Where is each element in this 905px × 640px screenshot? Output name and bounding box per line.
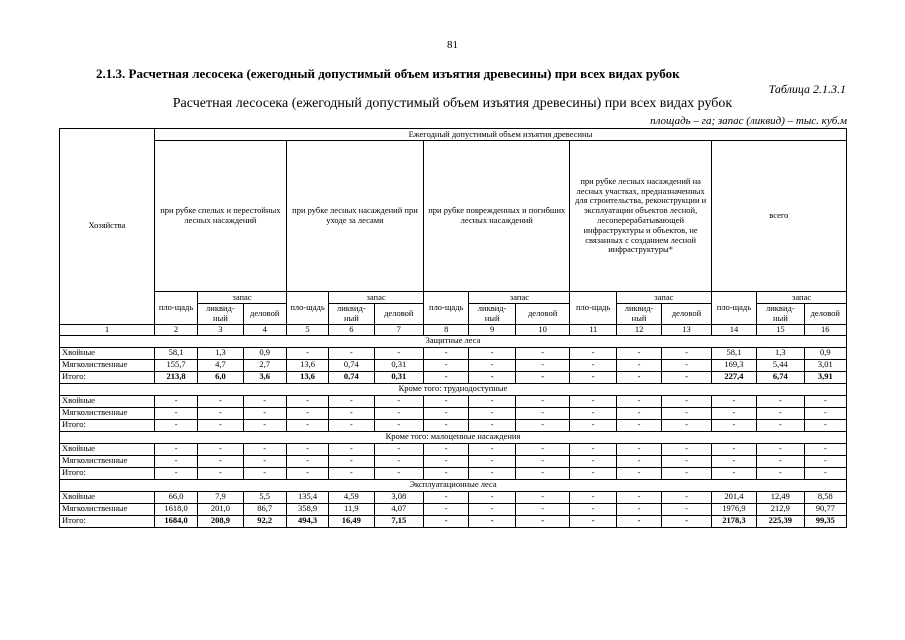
table-cell: -	[515, 455, 570, 467]
column-number: 1	[60, 324, 155, 335]
table-cell: -	[662, 419, 712, 431]
table-cell: 1,3	[757, 347, 804, 359]
table-cell: -	[286, 395, 328, 407]
table-cell: -	[154, 455, 197, 467]
table-cell: -	[374, 455, 424, 467]
table-cell: -	[424, 419, 469, 431]
group-thinning-header: при рубке лесных насаждений при уходе за лесами	[286, 141, 423, 292]
table-cell: -	[424, 455, 469, 467]
table-cell: -	[424, 467, 469, 479]
table-cell: 58,1	[711, 347, 756, 359]
table-cell: -	[374, 419, 424, 431]
table-cell: -	[515, 347, 570, 359]
units-note: площадь – га; запас (ликвид) – тыс. куб.м	[650, 115, 847, 127]
stock-header: запас	[757, 292, 847, 304]
page-number: 81	[447, 39, 458, 51]
table-cell: 155,7	[154, 359, 197, 371]
table-cell: -	[286, 443, 328, 455]
table-cell: -	[243, 467, 286, 479]
liquid-header: ликвид-ный	[198, 304, 243, 325]
row-label: Итого:	[60, 515, 155, 527]
table-cell: -	[570, 491, 616, 503]
area-header: пло-щадь	[711, 292, 756, 325]
table-cell: 3,08	[374, 491, 424, 503]
section-row	[60, 431, 847, 443]
table-cell: -	[424, 359, 469, 371]
table-header	[60, 129, 847, 336]
table-cell: -	[424, 347, 469, 359]
column-number: 5	[286, 324, 328, 335]
table-cell: -	[286, 419, 328, 431]
table-cell: -	[374, 395, 424, 407]
table-cell: 0,9	[804, 347, 846, 359]
table-cell: -	[757, 455, 804, 467]
table-cell: 8,58	[804, 491, 846, 503]
table-cell: 3,01	[804, 359, 846, 371]
table-row	[60, 407, 847, 419]
table-cell: -	[570, 371, 616, 383]
allowable-cut-table	[59, 128, 847, 528]
table-cell: -	[424, 491, 469, 503]
section-row	[60, 383, 847, 395]
column-number: 2	[154, 324, 197, 335]
table-cell: -	[198, 395, 243, 407]
row-label: Мягколиственные	[60, 455, 155, 467]
table-cell: 16,49	[329, 515, 374, 527]
column-number: 10	[515, 324, 570, 335]
table-cell: -	[424, 515, 469, 527]
table-cell: -	[374, 407, 424, 419]
column-number: 7	[374, 324, 424, 335]
business-header: деловой	[804, 304, 846, 325]
table-cell: -	[515, 443, 570, 455]
table-cell: -	[570, 515, 616, 527]
table-cell: 7,9	[198, 491, 243, 503]
table-cell: -	[804, 467, 846, 479]
table-row	[60, 359, 847, 371]
column-number: 8	[424, 324, 469, 335]
table-cell: 5,44	[757, 359, 804, 371]
table-row	[60, 347, 847, 359]
table-cell: 1618,0	[154, 503, 197, 515]
table-cell: -	[374, 467, 424, 479]
column-number: 14	[711, 324, 756, 335]
table-cell: -	[329, 419, 374, 431]
table-cell: -	[616, 395, 661, 407]
table-row	[60, 443, 847, 455]
table-row	[60, 503, 847, 515]
table-cell: -	[198, 443, 243, 455]
row-label: Мягколиственные	[60, 359, 155, 371]
area-header: пло-щадь	[570, 292, 616, 325]
table-cell: 58,1	[154, 347, 197, 359]
table-cell: -	[711, 419, 756, 431]
table-cell: 6,74	[757, 371, 804, 383]
table-cell: -	[329, 443, 374, 455]
table-cell: -	[329, 467, 374, 479]
table-cell: -	[374, 347, 424, 359]
table-cell: 0,9	[243, 347, 286, 359]
table-cell: -	[616, 515, 661, 527]
table-cell: -	[616, 503, 661, 515]
table-cell: 0,31	[374, 359, 424, 371]
table-cell: -	[570, 503, 616, 515]
table-cell: -	[711, 467, 756, 479]
table-cell: 213,8	[154, 371, 197, 383]
table-cell: -	[662, 443, 712, 455]
row-label: Хвойные	[60, 347, 155, 359]
table-row	[60, 491, 847, 503]
table-cell: -	[286, 407, 328, 419]
table-cell: -	[804, 419, 846, 431]
table-cell: -	[515, 395, 570, 407]
table-cell: 227,4	[711, 371, 756, 383]
table-cell: -	[616, 359, 661, 371]
stock-header: запас	[469, 292, 570, 304]
column-number: 15	[757, 324, 804, 335]
table-cell: -	[424, 371, 469, 383]
table-cell: -	[570, 395, 616, 407]
table-row	[60, 395, 847, 407]
table-cell: -	[804, 455, 846, 467]
section-title: Эксплуатационные леса	[60, 479, 847, 491]
group-construction-header: при рубке лесных насаждений на лесных участках, предназначенных для строительства, реконструкции и эксплуатации объектов лесной, лесоперерабатывающей инфраструктуры и объектов, не связанных с созданием лесной инфраструктуры*	[570, 141, 711, 292]
liquid-header: ликвид-ный	[616, 304, 661, 325]
table-cell: -	[662, 395, 712, 407]
table-cell: 5,5	[243, 491, 286, 503]
table-cell: -	[662, 407, 712, 419]
table-cell: -	[804, 395, 846, 407]
table-cell: -	[804, 443, 846, 455]
table-cell: 201,0	[198, 503, 243, 515]
table-cell: 3,91	[804, 371, 846, 383]
table-cell: -	[198, 419, 243, 431]
table-cell: -	[286, 467, 328, 479]
table-cell: -	[616, 419, 661, 431]
table-cell: -	[469, 491, 515, 503]
section-title: Кроме того: труднодоступные	[60, 383, 847, 395]
liquid-header: ликвид-ный	[757, 304, 804, 325]
table-cell: -	[662, 455, 712, 467]
table-cell: 6,0	[198, 371, 243, 383]
table-cell: -	[286, 347, 328, 359]
table-cell: -	[570, 419, 616, 431]
stock-header: запас	[198, 292, 287, 304]
table-cell: -	[515, 371, 570, 383]
row-label: Хвойные	[60, 491, 155, 503]
row-label: Итого:	[60, 371, 155, 383]
column-number: 13	[662, 324, 712, 335]
table-cell: -	[243, 407, 286, 419]
section-title: Защитные леса	[60, 335, 847, 347]
table-body	[60, 335, 847, 527]
table-cell: 208,9	[198, 515, 243, 527]
table-cell: 1976,9	[711, 503, 756, 515]
table-cell: 4,59	[329, 491, 374, 503]
table-cell: -	[711, 443, 756, 455]
table-cell: -	[757, 407, 804, 419]
table-cell: -	[469, 515, 515, 527]
table-cell: -	[662, 371, 712, 383]
table-cell: 494,3	[286, 515, 328, 527]
table-cell: 0,74	[329, 359, 374, 371]
table-cell: 1684,0	[154, 515, 197, 527]
table-cell: -	[243, 395, 286, 407]
row-label: Мягколиственные	[60, 407, 155, 419]
table-cell: -	[662, 491, 712, 503]
table-cell: 135,4	[286, 491, 328, 503]
table-cell: -	[154, 407, 197, 419]
farms-header: Хозяйства	[60, 129, 155, 325]
column-number: 11	[570, 324, 616, 335]
area-header: пло-щадь	[286, 292, 328, 325]
table-cell: -	[570, 443, 616, 455]
annual-volume-header: Ежегодный допустимый объем изъятия древесины	[154, 129, 846, 141]
liquid-header: ликвид-ный	[469, 304, 515, 325]
group-damaged-header: при рубке поврежденных и погибших лесных насаждений	[424, 141, 570, 292]
table-cell: -	[154, 467, 197, 479]
table-row	[60, 419, 847, 431]
table-cell: -	[515, 407, 570, 419]
table-cell: -	[757, 443, 804, 455]
table-cell: -	[616, 347, 661, 359]
table-cell: -	[570, 467, 616, 479]
table-cell: -	[286, 455, 328, 467]
area-header: пло-щадь	[154, 292, 197, 325]
table-cell: 99,35	[804, 515, 846, 527]
table-cell: -	[616, 467, 661, 479]
table-cell: -	[198, 455, 243, 467]
table-title: Расчетная лесосека (ежегодный допустимый объем изъятия древесины) при всех видах рубок	[172, 96, 733, 111]
table-cell: -	[198, 467, 243, 479]
table-cell: -	[616, 443, 661, 455]
table-cell: -	[616, 407, 661, 419]
table-cell: -	[469, 395, 515, 407]
table-cell: -	[469, 371, 515, 383]
table-cell: -	[662, 347, 712, 359]
table-cell: -	[662, 503, 712, 515]
table-cell: -	[329, 347, 374, 359]
table-cell: -	[757, 395, 804, 407]
table-cell: -	[374, 443, 424, 455]
table-cell: -	[515, 491, 570, 503]
table-cell: 12,49	[757, 491, 804, 503]
table-cell: 212,9	[757, 503, 804, 515]
business-header: деловой	[243, 304, 286, 325]
liquid-header: ликвид-ный	[329, 304, 374, 325]
row-label: Хвойные	[60, 395, 155, 407]
table-cell: -	[243, 419, 286, 431]
row-label: Хвойные	[60, 443, 155, 455]
table-cell: -	[616, 371, 661, 383]
table-cell: -	[570, 359, 616, 371]
area-header: пло-щадь	[424, 292, 469, 325]
column-number: 4	[243, 324, 286, 335]
table-cell: -	[469, 407, 515, 419]
table-cell: 90,77	[804, 503, 846, 515]
table-cell: 86,7	[243, 503, 286, 515]
table-cell: 0,31	[374, 371, 424, 383]
section-heading: 2.1.3. Расчетная лесосека (ежегодный допустимый объем изъятия древесины) при всех видах рубок	[96, 66, 680, 81]
table-cell: -	[515, 359, 570, 371]
table-cell: -	[154, 395, 197, 407]
table-cell: -	[329, 407, 374, 419]
table-cell: 13,6	[286, 359, 328, 371]
table-cell: 2,7	[243, 359, 286, 371]
column-number: 16	[804, 324, 846, 335]
group-mature-header: при рубке спелых и перестойных лесных насаждений	[154, 141, 286, 292]
table-cell: -	[469, 347, 515, 359]
table-cell: 13,6	[286, 371, 328, 383]
table-cell: -	[154, 419, 197, 431]
table-cell: 11,9	[329, 503, 374, 515]
table-cell: -	[515, 515, 570, 527]
section-title: Кроме того: малоценные насаждения	[60, 431, 847, 443]
table-cell: -	[757, 419, 804, 431]
table-cell: -	[662, 359, 712, 371]
table-row	[60, 455, 847, 467]
stock-header: запас	[616, 292, 711, 304]
table-cell: -	[662, 467, 712, 479]
table-cell: 0,74	[329, 371, 374, 383]
table-cell: -	[198, 407, 243, 419]
section-row	[60, 479, 847, 491]
table-cell: -	[662, 515, 712, 527]
table-cell: 3,6	[243, 371, 286, 383]
table-cell: -	[616, 491, 661, 503]
table-cell: -	[329, 395, 374, 407]
stock-header: запас	[329, 292, 424, 304]
column-number: 3	[198, 324, 243, 335]
table-cell: 2178,3	[711, 515, 756, 527]
table-cell: -	[757, 467, 804, 479]
table-cell: -	[469, 419, 515, 431]
row-label: Итого:	[60, 467, 155, 479]
business-header: деловой	[374, 304, 424, 325]
table-cell: -	[243, 455, 286, 467]
table-cell: -	[469, 443, 515, 455]
table-cell: -	[154, 443, 197, 455]
table-cell: -	[515, 467, 570, 479]
table-cell: -	[515, 419, 570, 431]
column-number: 6	[329, 324, 374, 335]
table-cell: 7,15	[374, 515, 424, 527]
table-cell: 92,2	[243, 515, 286, 527]
table-cell: 4,07	[374, 503, 424, 515]
table-cell: -	[711, 407, 756, 419]
table-cell: -	[243, 443, 286, 455]
business-header: деловой	[662, 304, 712, 325]
table-cell: 201,4	[711, 491, 756, 503]
table-cell: 169,3	[711, 359, 756, 371]
table-cell: 66,0	[154, 491, 197, 503]
table-number: Таблица 2.1.3.1	[768, 82, 846, 96]
table-cell: 225,39	[757, 515, 804, 527]
table-cell: -	[424, 395, 469, 407]
group-total-header: всего	[711, 141, 846, 292]
table-row	[60, 515, 847, 527]
table-cell: 4,7	[198, 359, 243, 371]
table-cell: -	[570, 347, 616, 359]
column-number: 9	[469, 324, 515, 335]
table-cell: 358,9	[286, 503, 328, 515]
table-cell: -	[424, 443, 469, 455]
table-cell: -	[469, 503, 515, 515]
column-number: 12	[616, 324, 661, 335]
table-cell: -	[469, 359, 515, 371]
table-cell: -	[570, 407, 616, 419]
table-cell: -	[616, 455, 661, 467]
section-row	[60, 335, 847, 347]
table-cell: -	[469, 455, 515, 467]
table-cell: -	[424, 503, 469, 515]
table-cell: -	[424, 407, 469, 419]
row-label: Итого:	[60, 419, 155, 431]
table-cell: -	[515, 503, 570, 515]
table-cell: 1,3	[198, 347, 243, 359]
table-cell: -	[711, 395, 756, 407]
table-cell: -	[570, 455, 616, 467]
table-cell: -	[469, 467, 515, 479]
table-cell: -	[804, 407, 846, 419]
row-label: Мягколиственные	[60, 503, 155, 515]
table-cell: -	[329, 455, 374, 467]
table-row	[60, 371, 847, 383]
business-header: деловой	[515, 304, 570, 325]
table-cell: -	[711, 455, 756, 467]
table-row	[60, 467, 847, 479]
